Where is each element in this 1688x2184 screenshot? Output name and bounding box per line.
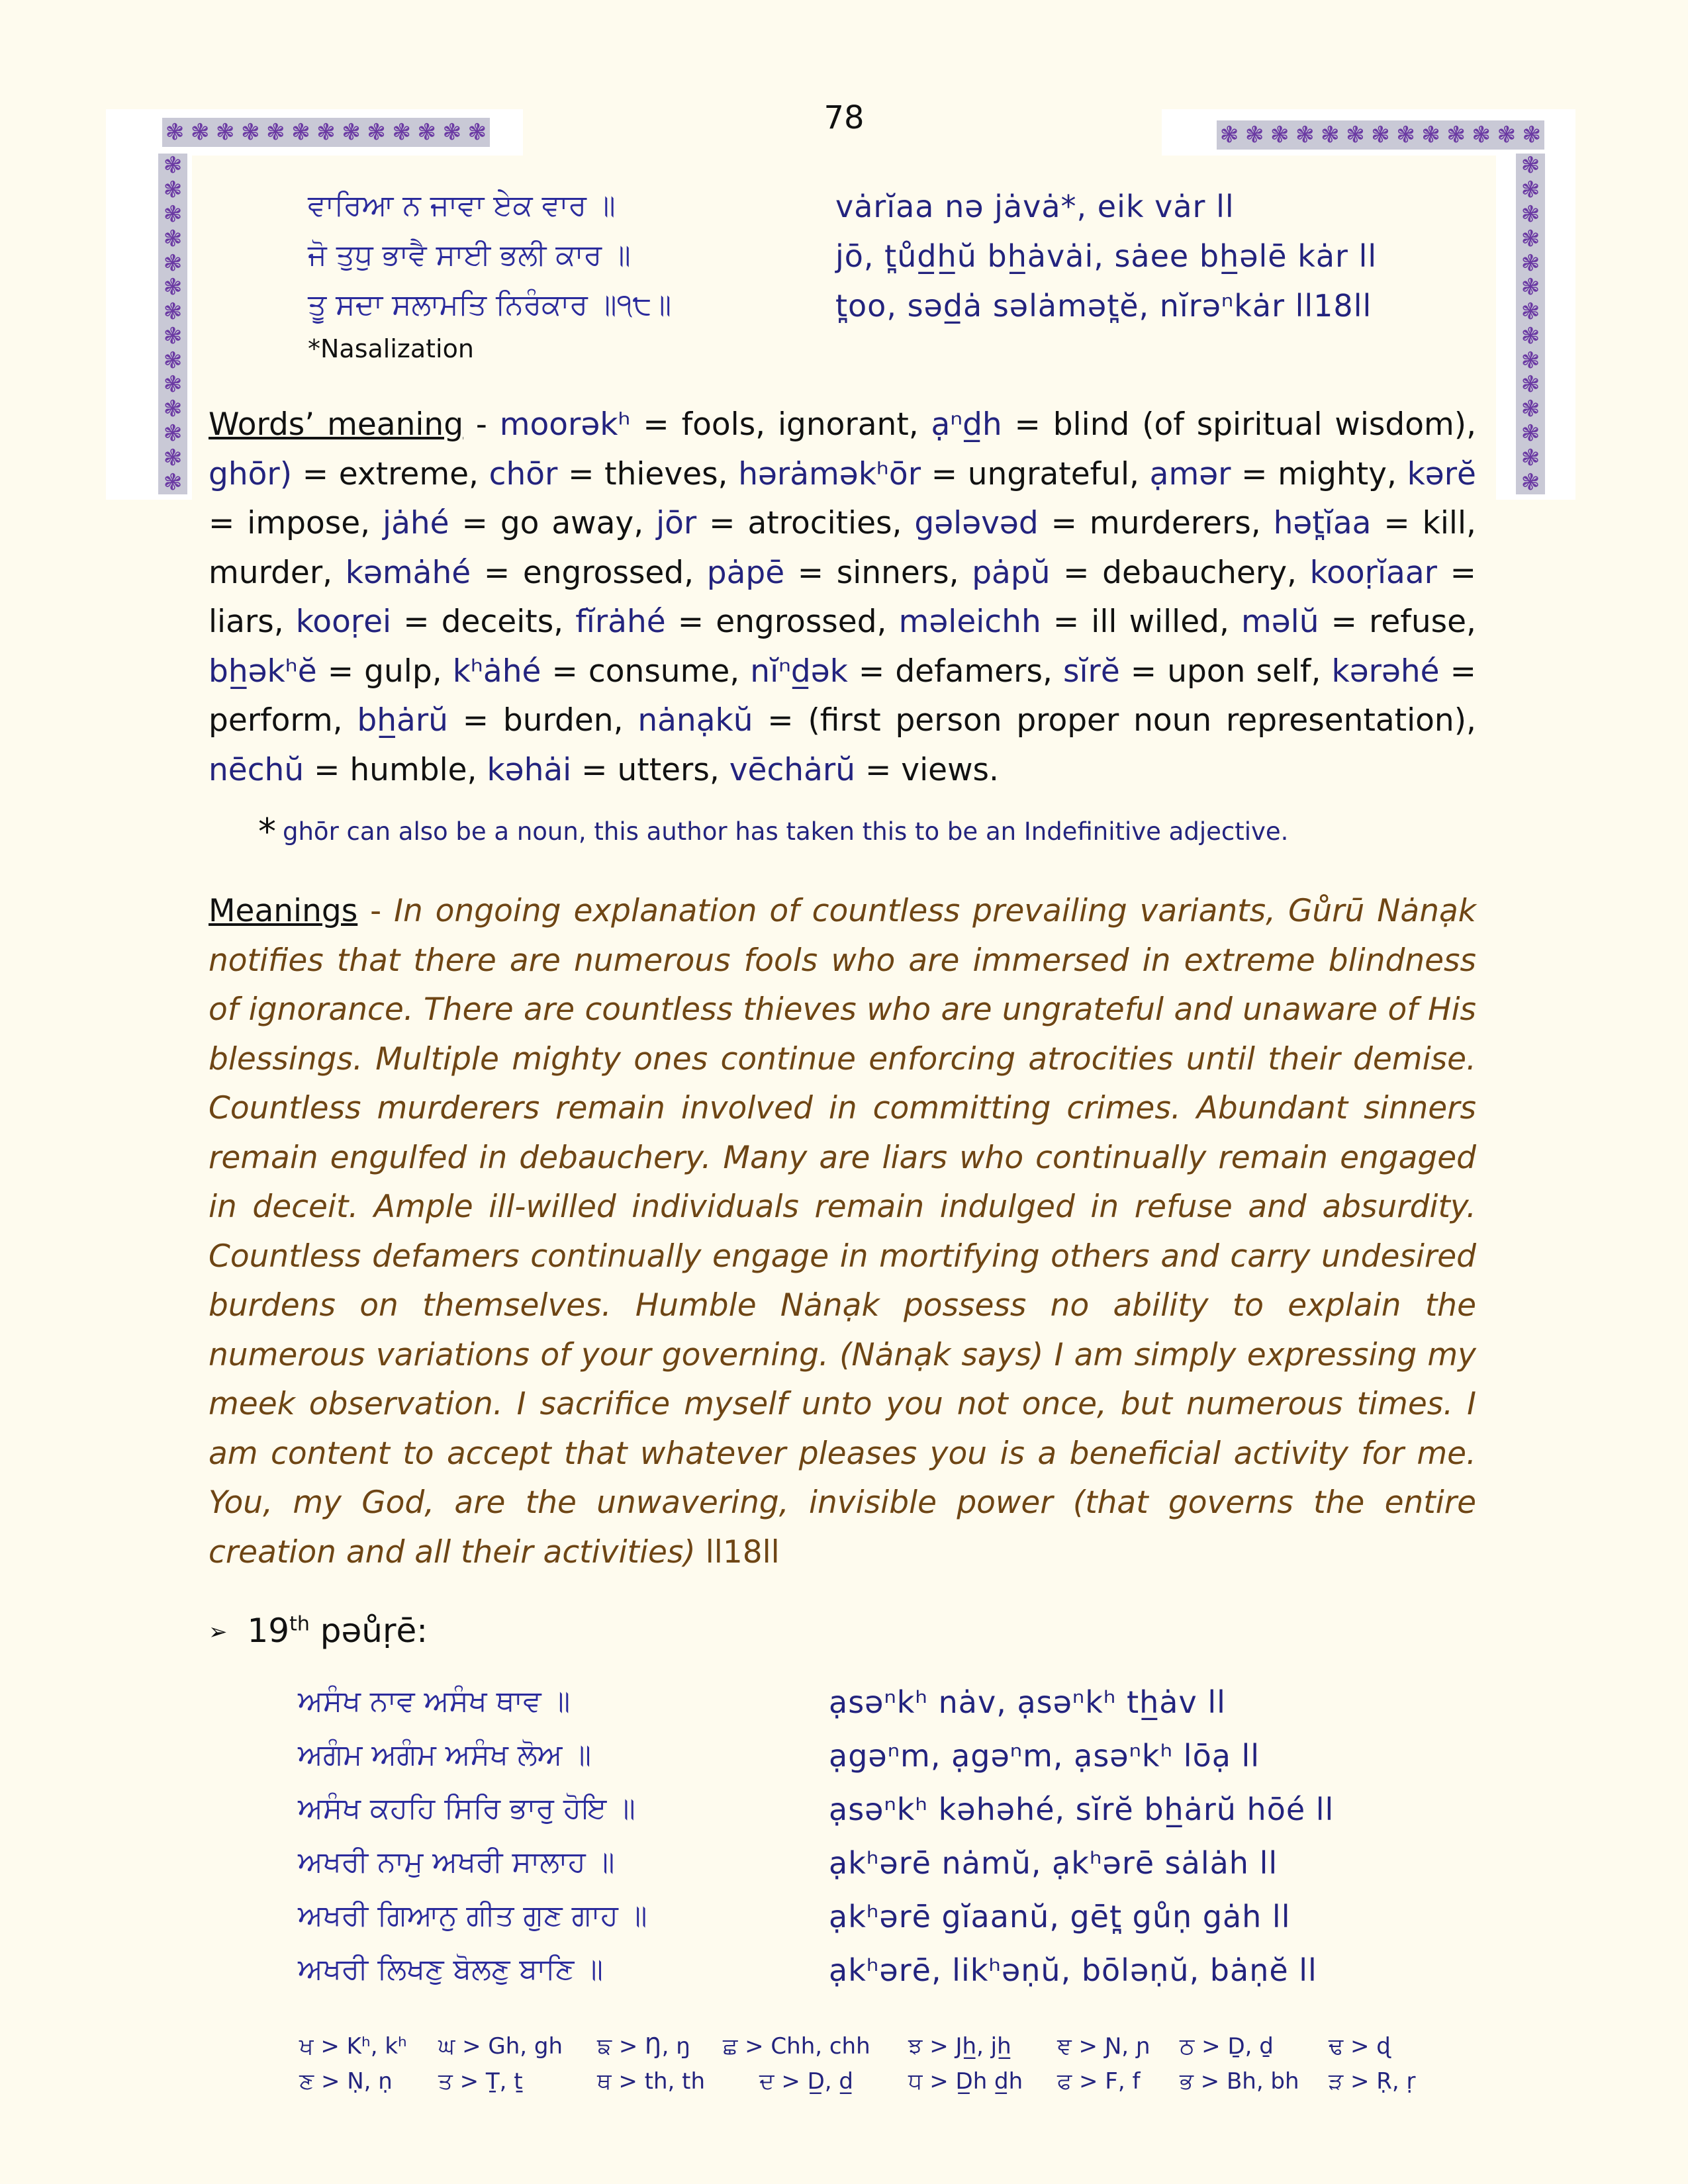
term-transliteration: hərȧməkʰōr: [738, 455, 921, 492]
term-definition: = upon self,: [1119, 653, 1332, 690]
term-transliteration: nēchŭ: [209, 751, 305, 788]
term-definition: = murderers,: [1038, 505, 1274, 541]
term-transliteration: sĭrĕ: [1062, 653, 1120, 690]
term-definition: = gulp,: [316, 653, 453, 690]
gurmukhi-line: ਤੂ ਸਦਾ ਸਲਾਮਤਿ ਨਿਰੰਕਾਰ ॥੧੮॥: [308, 288, 672, 322]
transliteration-line: jō, t̪ůd̲h̲ŭ bh̲ȧvȧi, sȧee bh̲əlē kȧr ll: [835, 238, 1378, 274]
term-definition: = impose,: [209, 505, 383, 541]
term-transliteration: hət̪ĭaa: [1273, 505, 1372, 541]
term-transliteration: kərĕ: [1407, 455, 1476, 492]
term-definition: = blind (of spiritual wisdom),: [1002, 406, 1477, 443]
arrow-bullet-icon: ➢: [209, 1619, 228, 1645]
gurmukhi-line: ਜੋ ਤੁਧੁ ਭਾਵੈ ਸਾਈ ਭਲੀ ਕਾਰ ॥: [308, 238, 631, 272]
gurmukhi-line: ਅਸੰਖ ਨਾਵ ਅਸੰਖ ਥਾਵ ॥: [298, 1684, 571, 1718]
legend-item: ਛ > Chh, chh: [723, 2033, 870, 2060]
legend-item: ਦ > D̲, d̲: [759, 2068, 853, 2095]
gurmukhi-line: ਵਾਰਿਆ ਨ ਜਾਵਾ ਏਕ ਵਾਰ ॥: [308, 189, 616, 222]
legend-item: ਧ > D̲h d̲h: [908, 2068, 1023, 2095]
gurmukhi-line: ਅਗੰਮ ਅਗੰਮ ਅਸੰਖ ਲੋਅ ॥: [298, 1738, 592, 1772]
legend-item: ਞ > Ɲ, ɲ: [1057, 2033, 1150, 2060]
legend-item: ਢ > ɖ: [1329, 2033, 1391, 2060]
meanings-paragraph: Meanings - In ongoing explanation of countless prevailing variants, Gůrū Nȧnạk notifies that there are numerous fools who are immersed in extreme blindness of ignorance. There are countless thieves who are ungrateful and unaware of His blessings. Multiple mighty ones continue enforcing atrocities until their demise. Countless murderers remain involved in committing crimes. Abundant sinners remain engulfed in debauchery. Many are liars who continually remain engaged in deceit. Ample ill-willed individuals remain indulged in refuse and absurdity. Countless defamers continually engage in mortifying others and carry undesired burdens on themselves. Humble Nȧnạk possess no ability to explain the numerous variations of your governing. (Nȧnạk says) I am simply expressing my meek observation. I sacrifice myself unto you not once, but numerous times. I am content to accept that whatever pleases you is a beneficial activity for me. You, my God, are the unwavering, invisible power (that governs the entire creation and all their activities) ll18ll: [209, 893, 1477, 1570]
term-definition: = thieves,: [557, 455, 739, 492]
term-transliteration: kooṛĭaar: [1309, 554, 1437, 591]
term-transliteration: məlŭ: [1241, 604, 1319, 640]
legend-item: ਝ > Jh̲, jh̲: [908, 2033, 1011, 2060]
border-top-right: ❃ ❃ ❃ ❃ ❃ ❃ ❃ ❃ ❃ ❃ ❃ ❃ ❃: [1217, 120, 1544, 150]
term-definition: = defamers,: [847, 653, 1063, 690]
legend-item: ੜ > Ṛ, ṛ: [1329, 2068, 1416, 2095]
term-definition: = utters,: [571, 751, 729, 788]
term-transliteration: nȧnạkŭ: [637, 702, 753, 739]
meanings-label: Meanings: [209, 893, 358, 929]
legend-item: ਘ > Gh, gh: [438, 2033, 563, 2060]
term-definition: = consume,: [541, 653, 751, 690]
meanings-end: ll18ll: [695, 1533, 780, 1570]
words-meaning-label: Words’ meaning: [209, 406, 464, 443]
gurmukhi-line: ਅਖਰੀ ਲਿਖਣੁ ਬੋਲਣੁ ਬਾਣਿ ॥: [298, 1952, 604, 1986]
term-definition: = atrocities,: [696, 505, 915, 541]
term-transliteration: jōr: [656, 505, 697, 541]
term-definition: = engrossed,: [665, 604, 899, 640]
legend-item: ਣ > Ṇ, ṇ: [299, 2068, 393, 2095]
term-definition: = deceits,: [391, 604, 576, 640]
pauri-heading: ➢ 19th pəůṛē:: [209, 1612, 428, 1650]
term-transliteration: chōr: [489, 455, 558, 492]
transliteration-line: ạkʰərē, likʰəṇŭ, bōləṇŭ, bȧṇĕ ll: [829, 1952, 1317, 1988]
term-definition: = ill willed,: [1041, 604, 1241, 640]
term-definition: = views.: [855, 751, 999, 788]
term-transliteration: pȧpē: [706, 554, 785, 591]
term-transliteration: ạⁿd̲h: [931, 406, 1002, 443]
term-transliteration: kəmȧhé: [345, 554, 471, 591]
legend-item: ਖ > Kʰ, kʰ: [299, 2033, 407, 2060]
term-transliteration: vēchȧrŭ: [729, 751, 856, 788]
term-transliteration: kooṛei: [295, 604, 392, 640]
term-transliteration: kərəhé: [1331, 653, 1440, 690]
gurmukhi-line: ਅਖਰੀ ਗਿਆਨੁ ਗੀਤ ਗੁਣ ਗਾਹ ॥: [298, 1899, 647, 1933]
term-definition: = kill, murder,: [209, 505, 1476, 591]
term-definition: = fools, ignorant,: [630, 406, 931, 443]
term-definition: = go away,: [449, 505, 657, 541]
meanings-text: In ongoing explanation of countless prevailing variants, Gůrū Nȧnạk notifies that there are numerous fools who are immersed in extreme blindness of ignorance. There are countless thieves who are ungrateful and unaware of His blessings. Multiple mighty ones continue enforcing atrocities until their demise. Countless murderers remain involved in committing crimes. Abundant sinners remain engulfed in debauchery. Many are liars who continually remain engaged in deceit. Ample ill-willed individuals remain indulged in refuse and absurdity. Countless defamers continually engage in mortifying others and carry undesired burdens on themselves. Humble Nȧnạk possess no ability to explain the numerous variations of your governing. (Nȧnạk says) I am simply expressing my meek observation. I sacrifice myself unto you not once, but numerous times. I am content to accept that whatever pleases you is a beneficial activity for me. You, my God, are the unwavering, invisible power (that governs the entire creation and all their activities): [209, 893, 1477, 1570]
term-definition: = liars,: [209, 554, 1476, 640]
border-left: ❃ ❃ ❃ ❃ ❃ ❃ ❃ ❃ ❃ ❃ ❃ ❃ ❃ ❃: [158, 154, 187, 494]
term-definition: = (first person proper noun representation),: [753, 702, 1476, 739]
transliteration-line: ạsəⁿkʰ nȧv, ạsəⁿkʰ th̲ȧv ll: [829, 1684, 1226, 1720]
term-definition: = debauchery,: [1050, 554, 1310, 591]
term-definition: = mighty,: [1231, 455, 1407, 492]
footnote-text: ghōr can also be a noun, this author has taken this to be an Indefinitive adjective.: [283, 817, 1289, 846]
legend-item: ਠ > Ḏ, ḏ: [1180, 2033, 1274, 2060]
legend-item: ਤ > Ṯ, ṯ: [438, 2068, 523, 2095]
transliteration-line: ạkʰərē nȧmŭ, ạkʰərē sȧlȧh ll: [829, 1845, 1278, 1881]
term-transliteration: gələvəd: [914, 505, 1039, 541]
transliteration-line: ạkʰərē gĭaanŭ, gēt̪ gůṇ gȧh ll: [829, 1899, 1291, 1934]
term-transliteration: kʰȧhé: [452, 653, 541, 690]
transliteration-line: ạgəⁿm, ạgəⁿm, ạsəⁿkʰ lōạ ll: [829, 1738, 1260, 1774]
words-meaning-paragraph: Words’ meaning - moorəkʰ = fools, ignorant, ạⁿd̲h = blind (of spiritual wisdom), ghōr) = extreme, chōr = thieves, hərȧməkʰōr = ungrateful, ạmər = mighty, kərĕ = impose, jȧhé = go away, jōr = atrocities, gələvəd = murderers, hət̪ĭaa = kill, murder, kəmȧhé = engrossed, pȧpē = sinners, pȧpŭ = debauchery, kooṛĭaar = liars, kooṛei = deceits, fĭrȧhé = engrossed, məleichh = ill willed, məlŭ = refuse, bh̲əkʰĕ = gulp, kʰȧhé = consume, nĭⁿd̲ək = defamers, sĭrĕ = upon self, kərəhé = perform, bh̲ȧrŭ = burden, nȧnạkŭ = (first person proper noun representation), nēchŭ = humble, kəhȧi = utters, vēchȧrŭ = views.: [209, 406, 1477, 788]
term-transliteration: fĭrȧhé: [575, 604, 666, 640]
term-definition: = extreme,: [292, 455, 489, 492]
legend-item: ਙ > Ŋ, ŋ: [597, 2033, 690, 2060]
legend-item: ਭ > Bh, bh: [1180, 2068, 1299, 2095]
term-transliteration: ghōr): [209, 455, 293, 492]
footnote-star: *: [258, 811, 276, 852]
term-transliteration: bh̲ȧrŭ: [357, 702, 448, 739]
term-transliteration: ạmər: [1149, 455, 1231, 492]
border-right: ❃ ❃ ❃ ❃ ❃ ❃ ❃ ❃ ❃ ❃ ❃ ❃ ❃ ❃: [1516, 154, 1545, 494]
term-transliteration: pȧpŭ: [972, 554, 1051, 591]
term-transliteration: bh̲əkʰĕ: [209, 653, 317, 690]
term-definition: = refuse,: [1319, 604, 1476, 640]
term-definition: = ungrateful,: [921, 455, 1150, 492]
term-transliteration: məleichh: [898, 604, 1041, 640]
term-transliteration: nĭⁿd̲ək: [750, 653, 848, 690]
transliteration-line: vȧrĭaa nə jȧvȧ*, eik vȧr ll: [835, 189, 1235, 224]
legend-item: ਥ > th, th: [597, 2068, 706, 2095]
legend-item: ਫ > F, f: [1057, 2068, 1141, 2095]
term-transliteration: jȧhé: [383, 505, 449, 541]
term-transliteration: kəhȧi: [487, 751, 572, 788]
nasalization-note: *Nasalization: [308, 334, 474, 363]
footnote: [258, 811, 1288, 852]
border-top-left: ❃ ❃ ❃ ❃ ❃ ❃ ❃ ❃ ❃ ❃ ❃ ❃ ❃: [162, 118, 490, 147]
transliteration-line: ạsəⁿkʰ kəhəhé, sĭrĕ bh̲ȧrŭ hōé ll: [829, 1792, 1335, 1827]
term-definition: = perform,: [209, 653, 1477, 739]
term-transliteration: moorəkʰ: [499, 406, 631, 443]
gurmukhi-line: ਅਸੰਖ ਕਹਹਿ ਸਿਰਿ ਭਾਰੁ ਹੋਇ ॥: [298, 1792, 635, 1825]
term-definition: = burden,: [447, 702, 638, 739]
gurmukhi-line: ਅਖਰੀ ਨਾਮੁ ਅਖਰੀ ਸਾਲਾਹ ॥: [298, 1845, 615, 1879]
term-definition: = sinners,: [784, 554, 972, 591]
term-definition: = humble,: [304, 751, 487, 788]
transliteration-line: t̪oo, səd̲ȧ səlȧmət̪ĕ, nĭrəⁿkȧr ll18ll: [835, 288, 1372, 324]
term-definition: = engrossed,: [471, 554, 707, 591]
page-number: 78: [823, 99, 865, 136]
